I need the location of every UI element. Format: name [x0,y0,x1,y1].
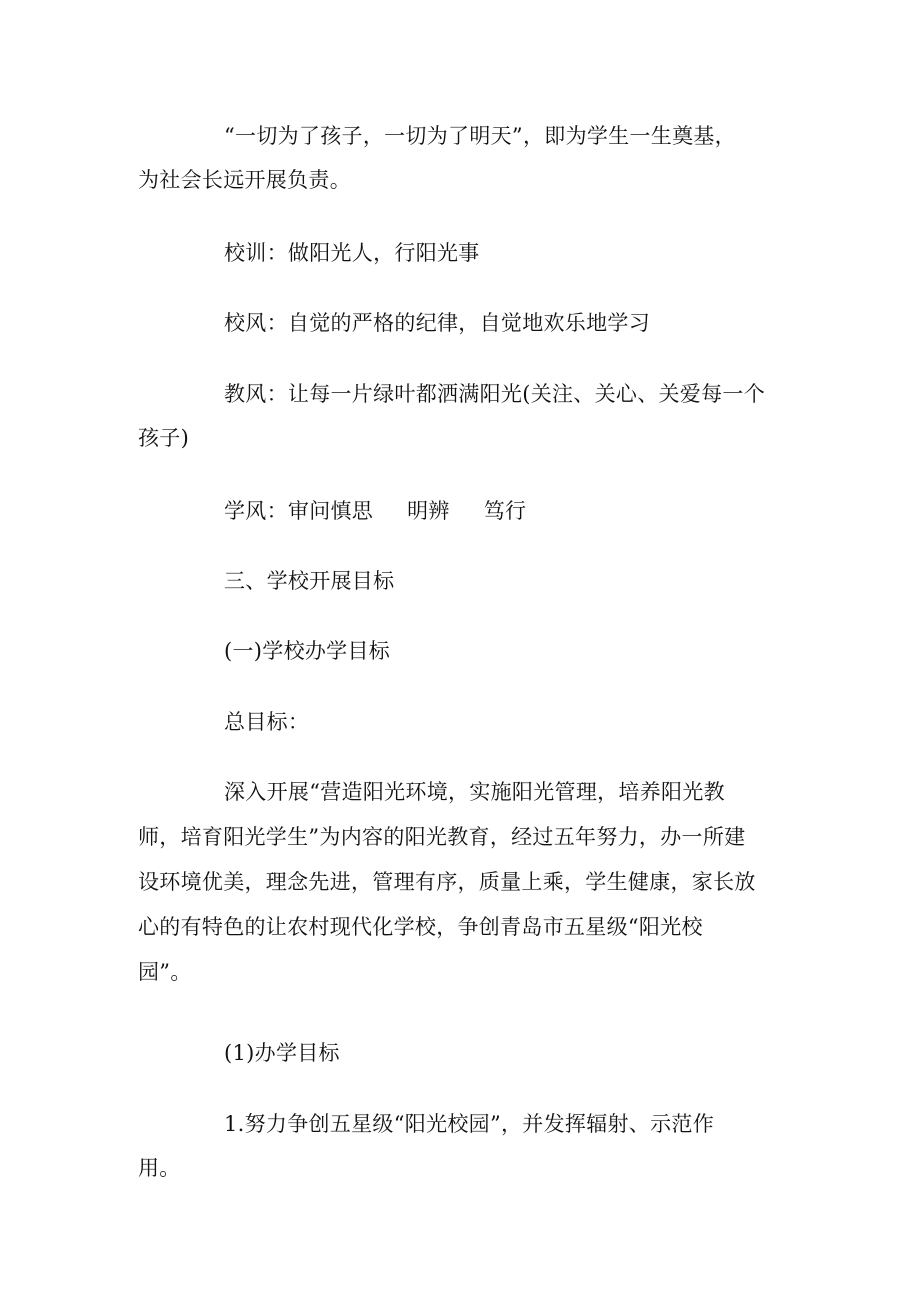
text-line: 深入开展“营造阳光环境，实施阳光管理，培养阳光教 [224,780,725,804]
text-line: (一)学校办学目标 [224,639,391,663]
subsection-heading [138,1031,778,1075]
text-line: 用。 [138,1156,181,1180]
study-style-item: 审问慎思 [287,499,374,523]
study-style-item: 笃行 [483,499,527,523]
study-style-label: 学风： [224,499,288,523]
text-line: 校风：自觉的严格的纪律，自觉地欢乐地学习 [224,311,650,335]
text-line: 总目标： [224,710,310,734]
paragraph-general-goal [138,770,778,995]
text-line: 孩子) [138,426,190,450]
paragraph-mission [138,114,778,202]
study-style-item: 明辨 [407,499,450,523]
paragraph-study-style [138,489,778,533]
paragraph-school-spirit [138,301,778,345]
section-heading [138,559,778,603]
text-line: 三、学校开展目标 [224,569,395,593]
text-line: (1)办学目标 [224,1041,340,1065]
paragraph-goal-1 [138,1102,778,1190]
text-line: 为社会长远开展负责。 [138,168,351,192]
text-line: 1.努力争创五星级“阳光校园”，并发挥辐射、示范作 [224,1112,715,1136]
text-line: 校训：做阳光人，行阳光事 [224,241,480,265]
text-line: 教风：让每一片绿叶都洒满阳光(关注、关心、关爱每一个 [224,382,765,406]
subsection-heading [138,629,778,673]
paragraph-teaching-style [138,372,778,460]
text-line: 设环境优美，理念先进，管理有序，质量上乘，学生健康，家长放 [138,870,756,894]
text-line: 园”。 [138,960,192,984]
text-line: “一切为了孩子，一切为了明天”，即为学生一生奠基， [224,124,736,148]
text-line: 师，培育阳光学生”为内容的阳光教育，经过五年努力，办一所建 [138,825,746,849]
general-goal-label [138,700,778,744]
text-line: 心的有特色的让农村现代化学校，争创青岛市五星级“阳光校 [138,915,703,939]
paragraph-school-motto [138,231,778,275]
